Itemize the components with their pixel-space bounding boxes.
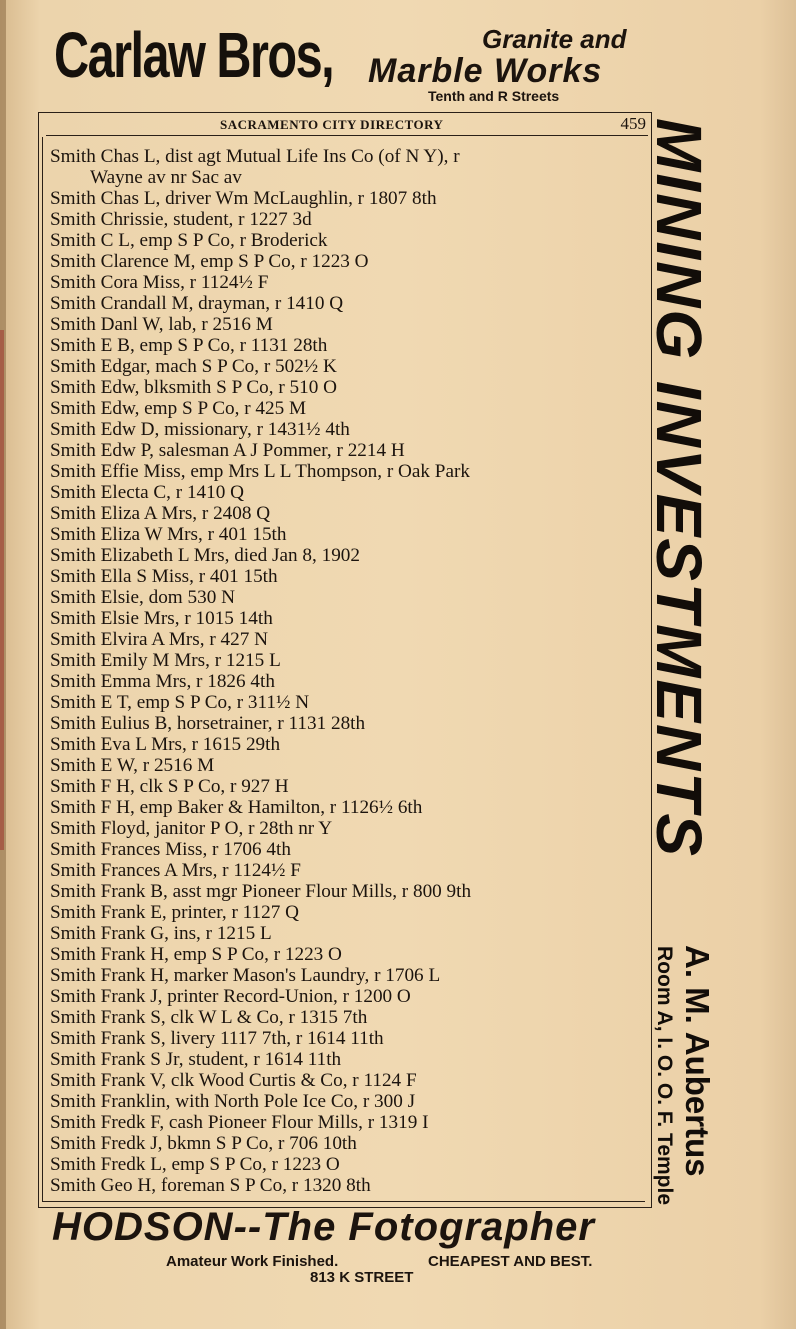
directory-entry: Smith Franklin, with North Pole Ice Co, r 300 J bbox=[50, 1091, 416, 1112]
directory-entry: Smith Danl W, lab, r 2516 M bbox=[50, 314, 273, 335]
directory-entry: Smith Emily M Mrs, r 1215 L bbox=[50, 650, 281, 671]
bottom-ad-headline: HODSON--The Fotographer bbox=[52, 1205, 595, 1249]
directory-entry: Smith C L, emp S P Co, r Broderick bbox=[50, 230, 328, 251]
directory-entry: Smith Floyd, janitor P O, r 28th nr Y bbox=[50, 818, 333, 839]
directory-entry: Smith Chas L, dist agt Mutual Life Ins Co (of N Y), r bbox=[50, 146, 460, 167]
directory-entry: Smith Eliza W Mrs, r 401 15th bbox=[50, 524, 287, 545]
directory-entry: Smith Edgar, mach S P Co, r 502½ K bbox=[50, 356, 337, 377]
directory-entry: Smith Eulius B, horsetrainer, r 1131 28th bbox=[50, 713, 366, 734]
directory-entry: Smith F H, clk S P Co, r 927 H bbox=[50, 776, 289, 797]
directory-entry: Smith Clarence M, emp S P Co, r 1223 O bbox=[50, 251, 369, 272]
side-ad-name: A. M. Aubertus bbox=[679, 945, 716, 1177]
directory-entries bbox=[50, 146, 650, 1196]
directory-entry: Smith Frank J, printer Record-Union, r 1200 O bbox=[50, 986, 411, 1007]
page-edge-stain bbox=[0, 330, 4, 850]
side-ad-headline: MINING INVESTMENTS bbox=[643, 118, 715, 859]
top-ad-line1: Granite and bbox=[482, 24, 627, 54]
directory-entry: Smith Frank H, emp S P Co, r 1223 O bbox=[50, 944, 342, 965]
directory-entry: Smith Eva L Mrs, r 1615 29th bbox=[50, 734, 281, 755]
side-ad-address: Room A, I. O. O. F. Temple bbox=[653, 946, 676, 1206]
directory-entry: Smith Chas L, driver Wm McLaughlin, r 1807 8th bbox=[50, 188, 437, 209]
directory-entry: Smith E T, emp S P Co, r 311½ N bbox=[50, 692, 310, 713]
directory-entry: Smith Cora Miss, r 1124½ F bbox=[50, 272, 269, 293]
directory-entry: Smith Frank E, printer, r 1127 Q bbox=[50, 902, 299, 923]
directory-entry: Smith Frank V, clk Wood Curtis & Co, r 1124 F bbox=[50, 1070, 417, 1091]
directory-entry: Smith Eliza A Mrs, r 2408 Q bbox=[50, 503, 271, 524]
directory-entry: Wayne av nr Sac av bbox=[90, 167, 242, 188]
directory-entry: Smith Frank S, livery 1117 7th, r 1614 11th bbox=[50, 1028, 384, 1049]
directory-entry: Smith Elizabeth L Mrs, died Jan 8, 1902 bbox=[50, 545, 360, 566]
page-header bbox=[46, 113, 648, 136]
top-ad-line2: Marble Works bbox=[368, 52, 603, 90]
directory-entry: Smith Frank H, marker Mason's Laundry, r 1706 L bbox=[50, 965, 441, 986]
top-ad-line3: Tenth and R Streets bbox=[428, 88, 560, 104]
directory-entry: Smith Elvira A Mrs, r 427 N bbox=[50, 629, 268, 650]
page-number: 459 bbox=[620, 114, 646, 133]
directory-entry: Smith Edw P, salesman A J Pommer, r 2214 H bbox=[50, 440, 405, 461]
directory-entry: Smith Elsie Mrs, r 1015 14th bbox=[50, 608, 273, 629]
directory-entry: Smith Elsie, dom 530 N bbox=[50, 587, 235, 608]
directory-entry: Smith Fredk L, emp S P Co, r 1223 O bbox=[50, 1154, 340, 1175]
directory-entry: Smith Edw, blksmith S P Co, r 510 O bbox=[50, 377, 337, 398]
top-advertisement bbox=[50, 12, 690, 112]
directory-title: SACRAMENTO CITY DIRECTORY bbox=[220, 117, 444, 132]
directory-entry: Smith Frances A Mrs, r 1124½ F bbox=[50, 860, 301, 881]
directory-entry: Smith Frances Miss, r 1706 4th bbox=[50, 839, 291, 860]
bottom-advertisement bbox=[40, 1205, 740, 1315]
directory-entry: Smith F H, emp Baker & Hamilton, r 1126½ 6th bbox=[50, 797, 423, 818]
directory-entry: Smith E W, r 2516 M bbox=[50, 755, 215, 776]
bottom-ad-line3: 813 K STREET bbox=[310, 1269, 414, 1286]
directory-entry: Smith Crandall M, drayman, r 1410 Q bbox=[50, 293, 344, 314]
directory-entry: Smith Fredk J, bkmn S P Co, r 706 10th bbox=[50, 1133, 357, 1154]
directory-entry: Smith Emma Mrs, r 1826 4th bbox=[50, 671, 275, 692]
directory-entry: Smith Frank S, clk W L & Co, r 1315 7th bbox=[50, 1007, 368, 1028]
bottom-ad-line1: Amateur Work Finished. bbox=[166, 1253, 339, 1270]
top-ad-company: Carlaw Bros, bbox=[54, 19, 334, 91]
directory-entry: Smith Electa C, r 1410 Q bbox=[50, 482, 244, 503]
directory-entry: Smith Frank S Jr, student, r 1614 11th bbox=[50, 1049, 342, 1070]
directory-entry: Smith Edw, emp S P Co, r 425 M bbox=[50, 398, 307, 419]
directory-entry: Smith Effie Miss, emp Mrs L L Thompson, r Oak Park bbox=[50, 461, 470, 482]
directory-entry: Smith Ella S Miss, r 401 15th bbox=[50, 566, 278, 587]
bottom-ad-line2: CHEAPEST AND BEST. bbox=[428, 1253, 593, 1270]
directory-entry: Smith Geo H, foreman S P Co, r 1320 8th bbox=[50, 1175, 371, 1196]
directory-entry: Smith E B, emp S P Co, r 1131 28th bbox=[50, 335, 328, 356]
directory-entry: Smith Frank G, ins, r 1215 L bbox=[50, 923, 272, 944]
directory-entry: Smith Fredk F, cash Pioneer Flour Mills, r 1319 I bbox=[50, 1112, 429, 1133]
directory-entry: Smith Chrissie, student, r 1227 3d bbox=[50, 209, 312, 230]
directory-entry: Smith Frank B, asst mgr Pioneer Flour Mills, r 800 9th bbox=[50, 881, 472, 902]
directory-entry: Smith Edw D, missionary, r 1431½ 4th bbox=[50, 419, 350, 440]
